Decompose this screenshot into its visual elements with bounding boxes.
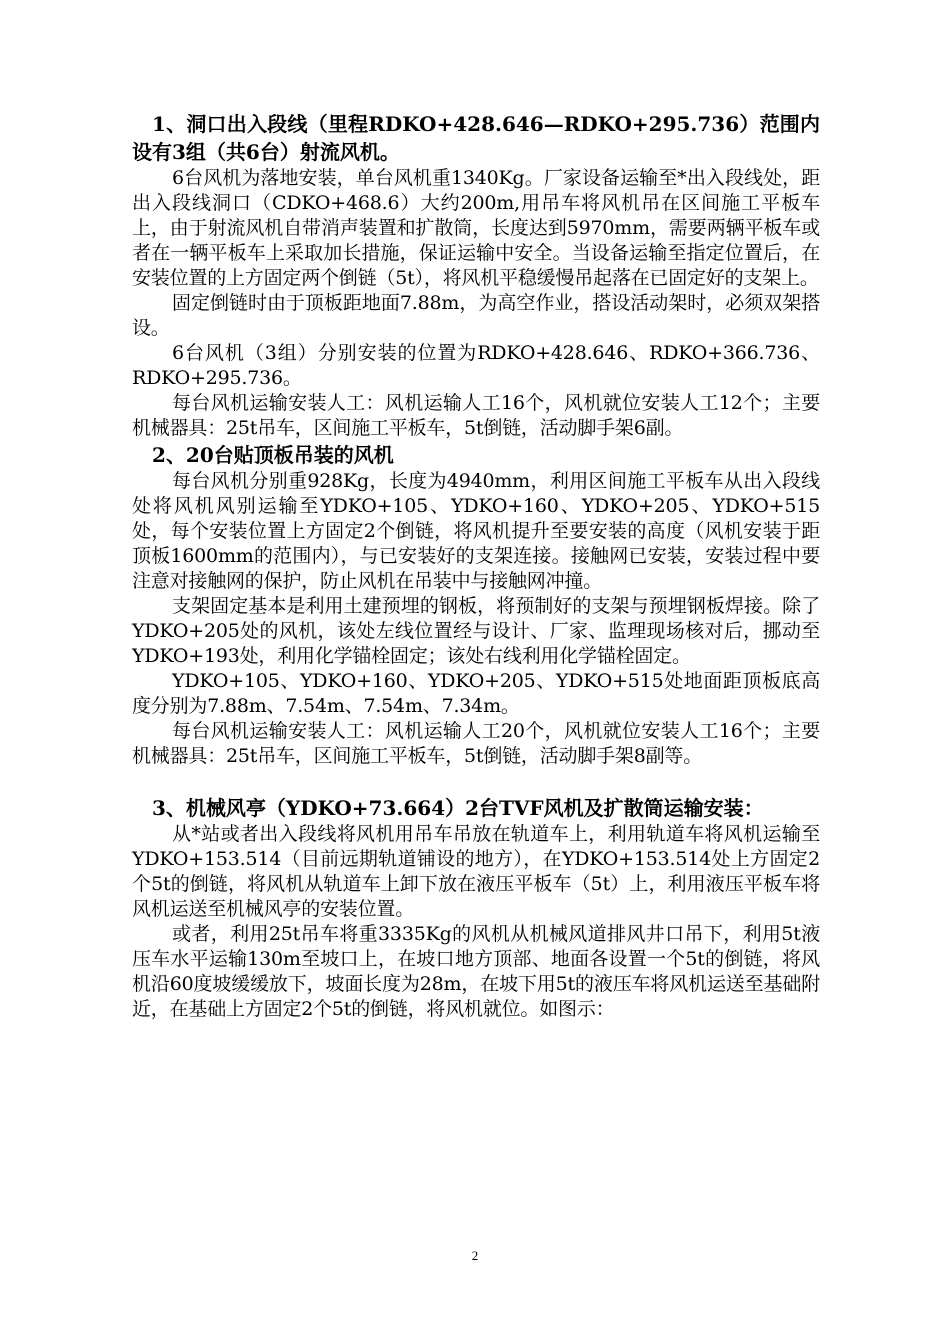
page-number: 2 (471, 1248, 479, 1263)
section-3-paragraph-1: 从*站或者出入段线将风机用吊车吊放在轨道车上，利用轨道车将风机运输至YDKO+153.514（目前远期轨道铺设的地方），在YDKO+153.514处上方固定2个5t的倒链，将风机从轨道车上卸下放在液压平板车（5t）上，利用液压平板车将风机运送至机械风亭的安装位置。 (132, 823, 820, 920)
page-body (132, 110, 820, 1022)
section-3-heading: 3、机械风亭（YDKO+73.664）2台TVF风机及扩散筒运输安装： (152, 796, 764, 820)
section-1-paragraph-1: 6台风机为落地安装，单台风机重1340Kg。厂家设备运输至*出入段线处，距出入段线洞口（CDKO+468.6）大约200m,用吊车将风机吊在区间施工平板车上，由于射流风机自带消声装置和扩散筒，长度达到5970mm，需要两辆平板车或者在一辆平板车上采取加长措施，保证运输中安全。当设备运输至指定位置后，在安装位置的上方固定两个倒链（5t），将风机平稳缓慢吊起落在已固定好的支架上。 (132, 167, 820, 289)
section-1-paragraph-3: 6台风机（3组）分别安装的位置为RDKO+428.646、RDKO+366.736、RDKO+295.736。 (132, 342, 820, 389)
section-2-paragraph-1: 每台风机分别重928Kg，长度为4940mm，利用区间施工平板车从出入段线处将风机风别运输至YDKO+105、YDKO+160、YDKO+205、YDKO+515处，每个安装位置上方固定2个倒链，将风机提升至要安装的高度（风机安装于距顶板1600mm的范围内），与已安装好的支架连接。接触网已安装，安装过程中要注意对接触网的保护，防止风机在吊装中与接触网冲撞。 (132, 470, 820, 592)
section-spacer (132, 769, 820, 794)
section-1-paragraph-2: 固定倒链时由于顶板距地面7.88m，为高空作业，搭设活动架时，必须双架搭设。 (132, 292, 820, 339)
section-1-paragraph-4: 每台风机运输安装人工：风机运输人工16个，风机就位安装人工12个；主要机械器具：25t吊车，区间施工平板车，5t倒链，活动脚手架6副。 (132, 392, 820, 439)
section-2-paragraph-4: 每台风机运输安装人工：风机运输人工20个，风机就位安装人工16个；主要机械器具：25t吊车，区间施工平板车，5t倒链，活动脚手架8副等。 (132, 720, 820, 767)
section-2-heading: 2、20台贴顶板吊装的风机 (152, 443, 394, 467)
section-2-paragraph-2: 支架固定基本是利用土建预埋的钢板，将预制好的支架与预埋钢板焊接。除了YDKO+205处的风机，该处左线位置经与设计、厂家、监理现场核对后，挪动至YDKO+193处，利用化学锚栓固定；该处右线利用化学锚栓固定。 (132, 595, 820, 667)
section-2-paragraph-3: YDKO+105、YDKO+160、YDKO+205、YDKO+515处地面距顶板底高度分别为7.88m、7.54m、7.54m、7.34m。 (132, 670, 820, 717)
section-1-heading: 1、洞口出入段线（里程RDKO+428.646—RDKO+295.736）范围内设有3组（共6台）射流风机。 (132, 112, 820, 164)
section-3-paragraph-2: 或者，利用25t吊车将重3335Kg的风机从机械风道排风井口吊下，利用5t液压车水平运输130m至坡口上，在坡口地方顶部、地面各设置一个5t的倒链，将风机沿60度坡缓缓放下，坡面长度为28m，在坡下用5t的液压车将风机运送至基础附近，在基础上方固定2个5t的倒链，将风机就位。如图示： (132, 923, 820, 1020)
